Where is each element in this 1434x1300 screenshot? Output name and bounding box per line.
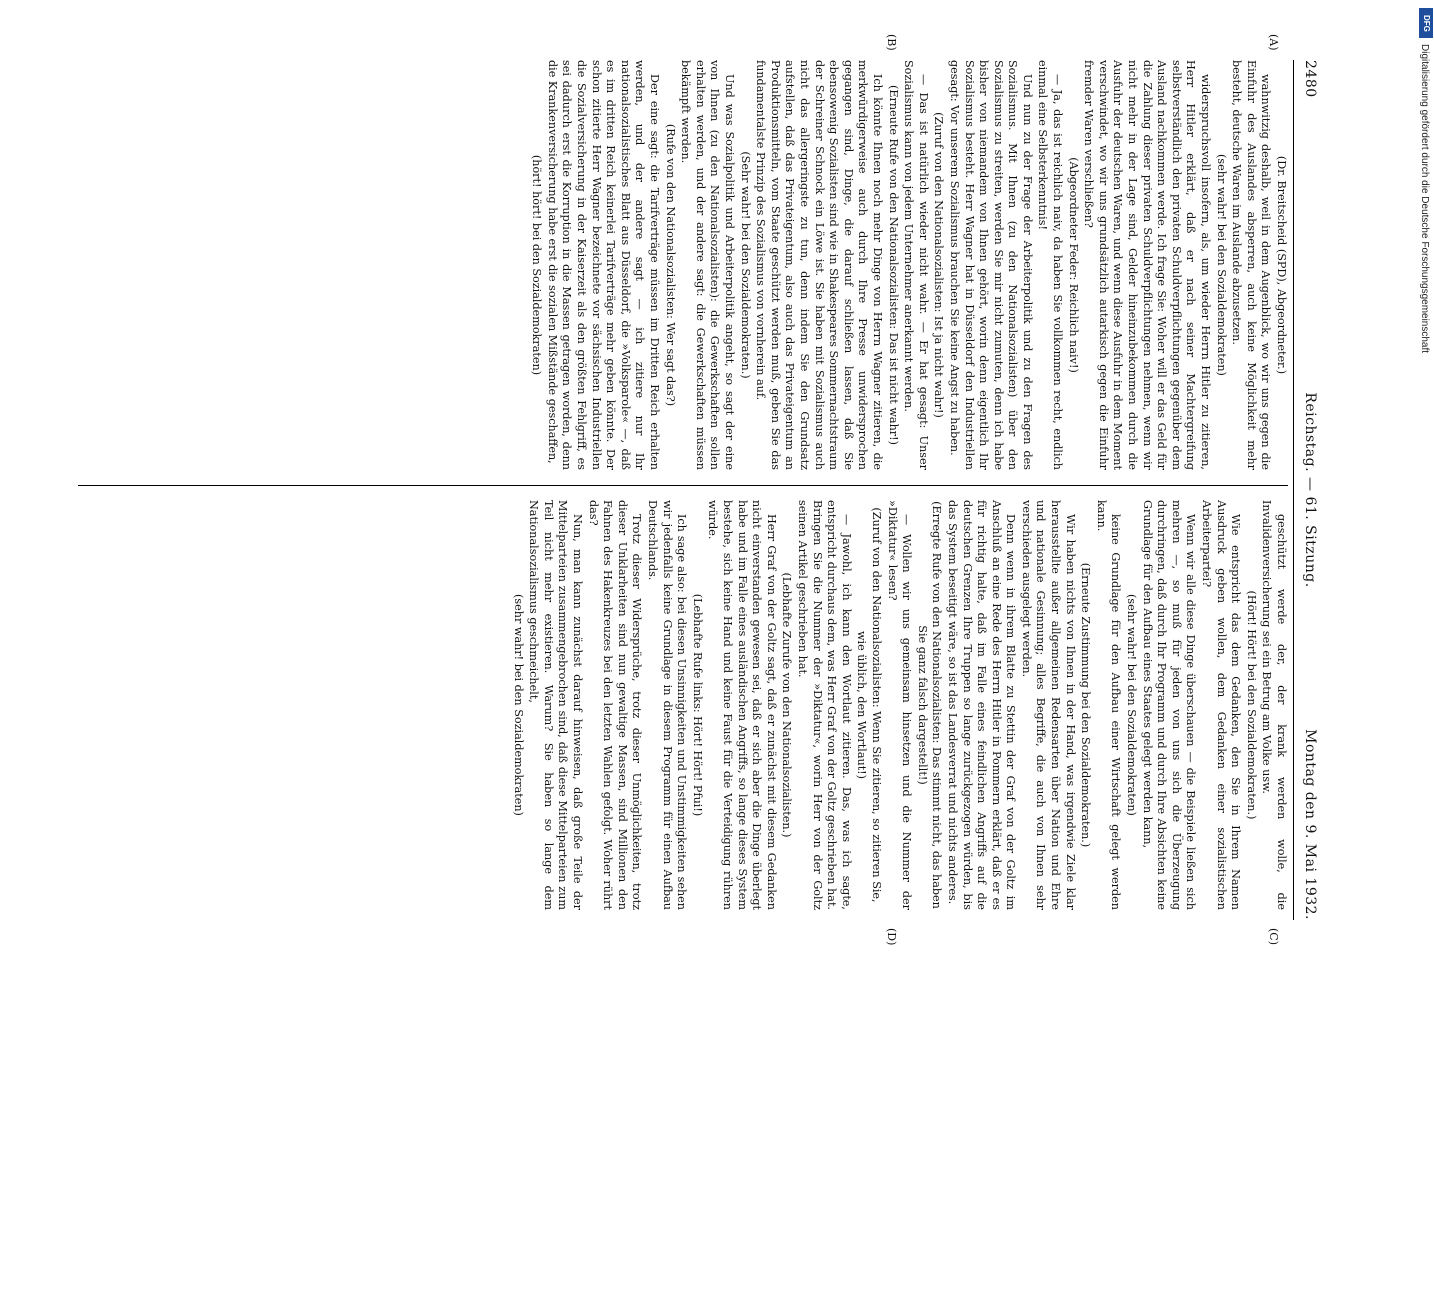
text-paragraph: Ich sage also: bei diesen Unsinnigkeiten und Unstimmigkeiten sehen wir jedenfalls keine Grundlage in diesem Programm für einen Aufbau Deutschlands. [646,500,689,910]
text-paragraph: — Wollen wir uns gemeinsam hinsetzen und die Nummer der »Diktatur« lesen? [885,500,914,910]
text-paragraph: Der eine sagt: die Tarifverträge müssen im Dritten Reich erhalten werden, und der andere sagt — ich zitiere nur Ihr nationalsozialistisches Blatt aus Düsseldorf, die »Volksparole« —, daß es im dritten Reich keinerlei Tarifverträge mehr geben könnte. Der schon zitierte Herr Wagner bezeichnete vor sächsischen Industriellen die Sozialversicherung in der Kaiserzeit als den größten Fehlgriff, es sei dadurch erst die Korruption in die Massen getragen worden, denn die Krankenversicherung habe erst die sozialen Mißstände geschaffen, [545,60,662,470]
margin-mark-d: (D) [885,928,898,946]
text-paragraph: wahnwitzig deshalb, weil in dem Augenblick, wo wir uns gegen die Einfuhr des Auslandes absperren, auch keine Möglichkeit mehr besteht, deutsche Waren im Auslande abzusetzen. [1230,60,1273,470]
text-paragraph: (Abgeordneter Feder: Reichlich naiv!) [1066,157,1080,373]
text-paragraph: — Jawohl, ich kann den Wortlaut zitieren. Das, was ich sagte, entspricht durchaus dem, was Herr Graf von der Goltz geschrieben hat. Bringen Sie die Nummer der »Diktatur«, worin Herr von der Goltz seinen Artikel geschrieben hat. [796,500,853,910]
text-paragraph: Und nun zu der Frage der Arbeiterpolitik und zu den Fragen des Sozialismus. Mit Ihnen (zu den Nationalsozialisten) über den Sozialismus zu streiten, werden Sie mir nicht zumuten, denn ich habe bisher von niemandem von Ihnen gehört, worin denn eigentlich Ihr Sozialismus besteht. Herr Wagner hat in Düsseldorf den Industriellen gesagt: Vor unserem Sozialismus brauchen Sie keine Angst zu haben. [947,60,1034,470]
header-rule [1293,60,1294,920]
text-paragraph: Ich könnte Ihnen noch mehr Dinge von Herrn Wagner zitieren, die merkwürdigerweise auch durch Ihre Presse unwidersprochen gegangen sind, Dinge, die darauf schließen lassen, daß Sie ebensowenig Sozialisten sind wie in Shakespeares Sommernachtstraum der Schreiner Schnock ein Löwe ist. Sie haben mit Sozialismus auch nicht das allergeringste zu tun, denn indem Sie den Grundsatz aufstellen, daß das Privateigentum, also auch das Privateigentum an Produktionsmitteln, vom Staate geschützt werden muß, geben Sie das fundamentalste Prinzip des Sozialismus von vornherein auf. [754,60,884,470]
text-paragraph: (Zuruf von den Nationalsozialisten: Ist ja nicht wahr!) [932,112,946,418]
text-paragraph: (sehr wahr! bei den Sozialdemokraten) [1125,594,1139,816]
text-paragraph: (Lebhafte Zurufe von den Nationalsozialisten.) [780,572,794,838]
column-rule [78,485,1288,486]
page-number: 2480 [1302,60,1318,98]
text-paragraph: (hört! hört! bei den Sozialdemokraten) [530,154,544,376]
text-paragraph: (Dr. Breitscheid (SPD), Abgeordneter.) [1275,155,1288,375]
text-paragraph: Trotz dieser Widersprüche, trotz dieser Unmöglichkeiten, trotz dieser Unklarheiten sind nun gewaltige Massen, sind Millionen den Fahnen des Hakenkreuzes bei den letzten Wahlen gefolgt. Woher rührt das? [586,500,644,910]
session-title: Reichstag. — 61. Sitzung. [1302,392,1318,588]
session-date: Montag den 9. Mai 1932. [1302,729,1318,920]
right-text-column [78,500,1288,910]
text-paragraph: (Erneute Zustimmung bei den Sozialdemokraten.) [1079,562,1093,848]
text-paragraph: Denn wenn in ihrem Blatte zu Stettin der Graf von der Goltz im Anschluß an eine Rede des Herrn Hitler in Pommern erklärt, daß er es für richtig halte, daß im Falle eines feindlichen Angriffs auf die deutschen Grenzen Ihre Truppen so lange zurückgezogen würden, bis das System beseitigt wäre, so ist das Landesverrat und nichts anderes. [945,500,1018,910]
text-paragraph: (Erregte Rufe von den Nationalsozialisten: Das stimmt nicht, das haben Sie ganz falsch dargestellt!) [915,501,944,909]
text-paragraph: Herr Graf von der Goltz sagt, daß er zunächst mit diesem Gedanken nicht einverstanden gewesen sei, daß er sich aber die Dinge überlegt habe und im Falle eines ausländischen Angriffs, so lange dieses System bestehe, sich keine Hand und keine Faust für die Verteidigung rühren würde. [706,500,778,910]
text-paragraph: Nun, man kann zunächst darauf hinweisen, daß große Teile der Mittelparteien zusammengebrochen sind, daß diese Mittelparteien zum Teil nicht mehr existieren. Warum? Sie haben so lange dem Nationalsozialismus geschmeichelt, [527,500,585,910]
text-paragraph: — Das ist natürlich wieder nicht wahr. — Er hat gesagt: Unser Sozialismus kann von jedem Unternehmer anerkannt werden. [902,60,930,470]
text-paragraph: keine Grundlage für den Aufbau einer Wirtschaft gelegt werden kann. [1094,500,1123,910]
dfg-logo: DFG [1419,8,1433,38]
text-paragraph: (Zuruf von den Nationalsozialisten: Wenn Sie zitieren, so zitieren Sie, wie üblich, den Wortlaut!) [855,507,883,903]
text-paragraph: Wenn wir alle diese Dinge überschauen — die Beispiele ließen sich mehren —, so muß für jeden von uns sich die Überzeugung durchringen, daß durch Ihr Programm und durch Ihre Absichten keine Grundlage für den Aufbau eines Staates gelegt werden kann, [1140,500,1198,910]
text-paragraph: (Lebhafte Rufe links: Hört! Hört! Pfui!) [690,593,704,817]
text-paragraph: — Ja, das ist reichlich naiv, da haben Sie vollkommen recht, endlich einmal eine Selbsterkenntnis! [1036,60,1065,470]
text-paragraph: geschützt werde der, der krank werden wolle, die Invalidenversicherung sei ein Betrug am Volke usw. [1260,500,1288,910]
margin-mark-c: (C) [1267,928,1280,945]
margin-mark-b: (B) [885,34,898,51]
page-upright [78,34,1318,946]
text-paragraph: (sehr wahr! bei den Sozialdemokraten) [511,594,525,816]
text-paragraph: (sehr wahr! bei den Sozialdemokraten) [1214,154,1228,376]
text-paragraph: widerspruchsvoll insofern, als, um wieder Herrn Hitler zu zitieren, Herr Hitler erklärt, daß er nach seiner Machtergreifung selbstverständlich den privaten Schuldverpflichtungen gegenüber dem Ausland nachkommen werde. Ich frage Sie: Woher will er das Geld für die Zahlung dieser privaten Schuldverpflichtungen nehmen, wenn wir nicht mehr in der Lage sind, Gelder hineinzubekommen durch die Ausfuhr der deutschen Waren, und wenn diese Ausfuhr in dem Moment verschwindet, wo wir uns grundsätzlich autarkisch gegen die Einfuhr fremder Waren verschließen? [1082,60,1213,470]
left-text-column [78,60,1288,470]
digitization-credit [1418,8,1434,992]
text-paragraph: (Rufe von den Nationalsozialisten: Wer sagt das?) [663,123,677,407]
running-head [1296,60,1318,920]
rotated-page-scan [78,34,1318,1300]
credit-text: Digitalisierung gefördert durch die Deutsche Forschungsgemeinschaft [1419,44,1430,354]
text-paragraph: Wir haben nichts von Ihnen in der Hand, was irgendwie Ziele klar herausstellte außer allgemeinen Redensarten über Nation und Ehre und nationale Gesinnung; alles Begriffe, die auch von Ihnen sehr verschieden ausgelegt werden. [1019,500,1077,910]
text-paragraph: (Erneute Rufe von den Nationalsozialisten: Das ist nicht wahr!) [886,84,900,446]
margin-mark-a: (A) [1267,34,1280,51]
text-paragraph: Und was Sozialpolitik und Arbeiterpolitik angeht, so sagt der eine von Ihnen (zu den Nationalsozialisten): die Gewerkschaften sollen erhalten werden, und der andere sagt: die Gewerkschaften müssen bekämpft werden. [679,60,737,470]
text-paragraph: (Sehr wahr! bei den Sozialdemokraten.) [738,151,752,379]
text-paragraph: Wie entspricht das dem Gedanken, den Sie in Ihrem Namen Ausdruck geben wollen, dem Gedanken einer sozialistischen Arbeiterpartei? [1200,500,1243,910]
text-paragraph: (Hört! Hört! bei den Sozialdemokraten.) [1244,590,1258,820]
